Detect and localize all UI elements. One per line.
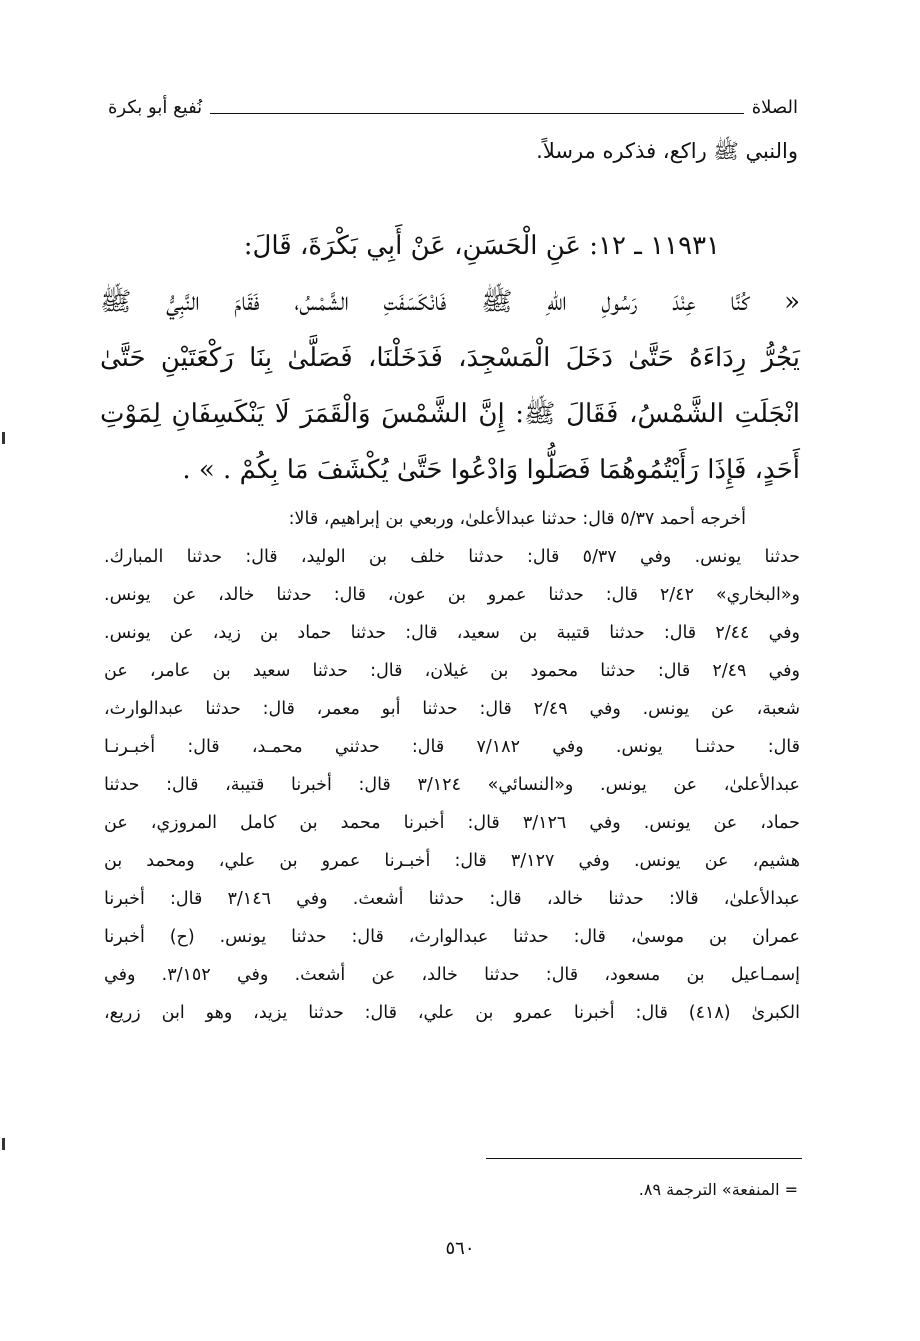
takhrij-line: عبدالأعلىٰ، عن يونس. و«النسائي» ٣/١٢٤ قال: أخبرنا قتيبة، قال: حدثنا: [104, 775, 800, 795]
footnote-separator: [486, 1158, 802, 1159]
chapter-title: نُفيع أبو بكرة: [108, 96, 203, 118]
takhrij-line: حماد، عن يونس. وفي ٣/١٢٦ قال: أخبرنا محمد بن كامل المروزي، عن: [104, 813, 800, 833]
takhrij-line: أخرجه أحمد ٥/٣٧ قال: حدثنا عبدالأعلىٰ، وربعي بن إبراهيم، قالا:: [288, 509, 746, 529]
takhrij-line: و«البخاري» ٢/٤٢ قال: حدثنا عمرو بن عون، قال: حدثنا خالد، عن يونس.: [104, 585, 800, 605]
section-title: الصلاة: [751, 96, 798, 118]
scan-edge-mark: [2, 1138, 5, 1150]
hadith-line: انْجَلَتِ الشَّمْسُ، فَقَالَ ﷺ: إِنَّ الشَّمْسَ وَالْقَمَرَ لَا يَنْكَسِفَانِ لِمَوْتِ: [100, 399, 800, 429]
running-header: [108, 92, 798, 122]
takhrij-line: وفي ٢/٤٩ قال: حدثنا محمود بن غيلان، قال: حدثنا سعيد بن عامر، عن: [104, 661, 800, 681]
takhrij-line: شعبة، عن يونس. وفي ٢/٤٩ قال: حدثنا أبو معمر، قال: حدثنا عبدالوارث،: [104, 699, 800, 719]
takhrij-line: وفي ٢/٤٤ قال: حدثنا قتيبة بن سعيد، قال: حدثنا حماد بن زيد، عن يونس.: [104, 623, 800, 643]
hadith-text: [100, 218, 800, 498]
page-number: ٥٦٠: [445, 1238, 475, 1259]
takhrij-line: هشيم، عن يونس. وفي ٣/١٢٧ قال: أخبـرنا عمرو بن علي، ومحمد بن: [104, 851, 800, 871]
scan-edge-mark: [2, 432, 5, 444]
footnote: = المنفعة» الترجمة ٨٩.: [638, 1180, 798, 1199]
takhrij-line: عمران بن موسىٰ، قال: حدثنا عبدالوارث، قال: حدثنا يونس. (ح) أخبرنا: [104, 927, 800, 947]
hadith-line: ١١٩٣١ ـ ١٢: عَنِ الْحَسَنِ، عَنْ أَبِي بَكْرَةَ، قَالَ:: [243, 231, 720, 261]
takhrij-line: حدثنا يونس. وفي ٥/٣٧ قال: حدثنا خلف بن الوليد، قال: حدثنا المبارك.: [104, 547, 800, 567]
header-rule: [210, 113, 744, 114]
takhrij-line: إسمـاعيل بن مسعود، قال: حدثنا خالد، عن أشعث. وفي ٣/١٥٢. وفي: [104, 965, 800, 985]
takhrij-line: قال: حدثنـا يونس. وفي ٧/١٨٢ قال: حدثني محمـد، قال: أخبـرنـا: [104, 737, 801, 757]
continuation-text: والنبي ﷺ راكع، فذكره مرسلاً.: [536, 139, 798, 163]
hadith-line: « كُنَّا عِنْدَ رَسُولِ اللهِ ﷺ فَانْكَسَفَتِ الشَّمْسُ، فَقَامَ النَّبِيُّ ﷺ: [100, 287, 800, 317]
takhrij-line: الكبرىٰ (٤١٨) قال: أخبرنا عمرو بن علي، قال: حدثنا يزيد، وهو ابن زريع،: [104, 1003, 800, 1023]
takhrij-text: [104, 500, 800, 1032]
hadith-line: أَحَدٍ، فَإِذَا رَأَيْتُمُوهُمَا فَصَلُّوا وَادْعُوا حَتَّىٰ يُكْشَفَ مَا بِكُمْ . » .: [182, 455, 800, 485]
takhrij-line: عبدالأعلىٰ، قالا: حدثنا خالد، قال: حدثنا أشعث. وفي ٣/١٤٦ قال: أخبرنا: [104, 889, 800, 909]
hadith-line: يَجُرُّ رِدَاءَهُ حَتَّىٰ دَخَلَ الْمَسْجِدَ، فَدَخَلْنَا، فَصَلَّىٰ بِنَا رَكْعَتَيْنِ حَتَّىٰ: [100, 343, 801, 373]
